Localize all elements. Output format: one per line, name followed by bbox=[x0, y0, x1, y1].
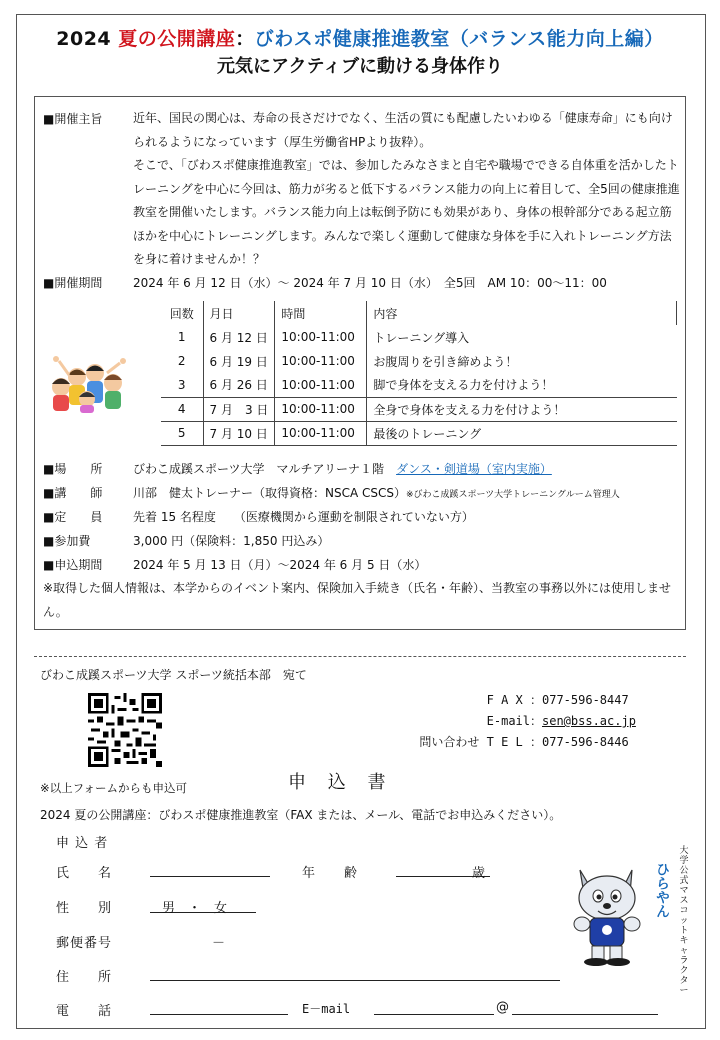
gender-label: 性 別 bbox=[56, 901, 113, 916]
recipient-address: びわこ成蹊スポーツ大学 スポーツ統括本部 宛て bbox=[40, 668, 307, 682]
purpose-p2: そこで、「びわスポ健康推進教室」では、参加したみなさまと自宅や職場でできる自体重を活かしたトレーニングを中心に今回は、筋力が劣ると低下するバランス能力の向上に着目して、全5回の健康推進教室を開催いたします。バランス能力向上は転倒予防にも効果があり、身体の根幹部分である起立筋ほかを中心にトレーニングします。みんなで楽しく運動して健康な身体を手に入れトレーニング方法を身に着けませんか！？ bbox=[133, 158, 680, 266]
schedule-cell: 4 bbox=[161, 397, 203, 421]
schedule-cell: 7 月 10 日 bbox=[203, 421, 275, 445]
capacity-label: ■定 員 bbox=[43, 510, 103, 524]
mascot-illustration bbox=[562, 856, 674, 968]
schedule-cell: 10:00-11:00 bbox=[275, 421, 367, 445]
schedule-header-content: 内容 bbox=[367, 301, 677, 325]
table-row bbox=[161, 373, 677, 397]
schedule-cell: 最後のトレーニング bbox=[367, 421, 677, 445]
tel-label: 問い合わせ T E L ： bbox=[419, 735, 542, 749]
email-link[interactable]: sen@bss.ac.jp bbox=[542, 714, 636, 728]
instructor-value bbox=[133, 481, 620, 507]
page-title bbox=[0, 24, 720, 51]
name-label: 氏 名 bbox=[56, 866, 113, 881]
tel-number: 077-596-8446 bbox=[542, 735, 629, 749]
apply-period-value: 2024 年 5 月 13 日（月）～2024 年 6 月 5 日（水） bbox=[133, 558, 427, 572]
qr-note: ※以上フォームからも申込可 bbox=[40, 781, 188, 795]
schedule-cell: 6 月 26 日 bbox=[203, 373, 275, 397]
capacity-value: 先着 15 名程度 （医療機関から運動を制限されていない方） bbox=[133, 510, 474, 524]
table-row bbox=[161, 421, 677, 445]
children-illustration bbox=[47, 347, 129, 413]
age-unit: 歳 bbox=[472, 866, 486, 881]
table-row bbox=[161, 349, 677, 373]
form-lead: 2024 夏の公開講座：びわスポ健康推進教室（FAX または、メール、電話でお申込みください）。 bbox=[40, 808, 562, 822]
schedule-table bbox=[161, 301, 677, 446]
applicant-label: 申 込 者 bbox=[56, 836, 109, 851]
email-label: E-mail： bbox=[486, 714, 542, 728]
form-title: 申 込 書 bbox=[288, 772, 394, 793]
venue-label: ■場 所 bbox=[43, 462, 103, 476]
privacy-note: ※取得した個人情報は、本学からのイベント案内、保険加入手続き（氏名・年齢）、当教室の事務以外には使用しません。 bbox=[43, 581, 672, 619]
instructor-note: ※びわこ成蹊スポーツ大学トレーニングルーム管理人 bbox=[406, 490, 620, 500]
title-course: びわスポ健康推進教室（バランス能力向上編） bbox=[254, 28, 664, 50]
fee-value: 3,000 円（保険料：1,850 円込み） bbox=[133, 534, 330, 548]
title-year: 2024 bbox=[56, 28, 112, 50]
postal-label: 郵便番号 bbox=[56, 936, 113, 951]
fee-label: ■参加費 bbox=[43, 534, 91, 548]
table-row bbox=[161, 325, 677, 349]
title-series: 夏の公開講座 bbox=[118, 28, 236, 50]
schedule-cell: 7 月 3 日 bbox=[203, 397, 275, 421]
apply-period-label: ■申込期間 bbox=[43, 558, 103, 572]
schedule-cell: 3 bbox=[161, 373, 203, 397]
schedule-cell: 2 bbox=[177, 354, 186, 368]
schedule-cell: 全身で身体を支える力を付けよう！ bbox=[367, 397, 677, 421]
schedule-header-date: 月日 bbox=[203, 301, 275, 325]
page-subtitle: 元気にアクティブに動ける身体作り bbox=[216, 56, 504, 77]
mascot-name: ひらやん bbox=[654, 862, 670, 918]
email-form-label: E－mail bbox=[302, 1002, 351, 1016]
schedule-cell: 10:00-11:00 bbox=[275, 397, 367, 421]
email-domain-field[interactable] bbox=[512, 1014, 658, 1015]
mascot-caption: 大学公式マスコットキャラクター bbox=[679, 846, 689, 996]
schedule-header-count: 回数 bbox=[169, 306, 194, 321]
title-colon: ： bbox=[235, 28, 255, 50]
qr-code-icon[interactable] bbox=[88, 693, 162, 767]
age-label: 年 齢 bbox=[302, 866, 359, 881]
phone-label: 電 話 bbox=[56, 1004, 113, 1019]
schedule-cell: 10:00-11:00 bbox=[275, 325, 367, 349]
purpose-label: ■開催主旨 bbox=[43, 112, 103, 126]
venue-link[interactable]: ダンス・剣道場（室内実施） bbox=[396, 462, 552, 476]
instructor-text: 川部 健太トレーナー（取得資格：NSCA CSCS） bbox=[133, 486, 406, 500]
email-at: @ bbox=[496, 1000, 509, 1015]
address-label: 住 所 bbox=[56, 970, 113, 985]
schedule-cell: 10:00-11:00 bbox=[275, 373, 367, 397]
instructor-label: ■講 師 bbox=[43, 486, 103, 500]
purpose-p1: 近年、国民の関心は、寿命の長さだけでなく、生活の質にも配慮したいわゆる「健康寿命」にも向けられるようになっています（厚生労働省HPより抜粋）。 bbox=[133, 111, 673, 149]
schedule-cell: トレーニング導入 bbox=[373, 330, 470, 345]
schedule-cell: 1 bbox=[177, 330, 186, 344]
gender-options[interactable]: 男 ・ 女 bbox=[162, 901, 228, 916]
fax-number: 077-596-8447 bbox=[542, 693, 629, 707]
contact-block bbox=[414, 690, 636, 753]
postal-dash[interactable]: － bbox=[212, 936, 226, 951]
schedule-cell: 10:00-11:00 bbox=[275, 349, 367, 373]
period-label: ■開催期間 bbox=[43, 276, 103, 290]
schedule-cell: 6 月 12 日 bbox=[203, 325, 275, 349]
table-row bbox=[161, 397, 677, 421]
schedule-cell: お腹周りを引き締めよう！ bbox=[373, 354, 518, 369]
info-box bbox=[34, 96, 686, 630]
phone-field[interactable] bbox=[150, 1014, 288, 1015]
schedule-header-time: 時間 bbox=[275, 301, 367, 325]
cut-line bbox=[34, 656, 686, 657]
schedule-cell: 6 月 19 日 bbox=[203, 349, 275, 373]
venue-value bbox=[133, 457, 552, 481]
fax-label: F A X ： bbox=[486, 693, 542, 707]
name-field[interactable] bbox=[150, 876, 270, 877]
venue-text: びわこ成蹊スポーツ大学 マルチアリーナ１階 bbox=[133, 462, 385, 476]
address-field[interactable] bbox=[150, 980, 560, 981]
email-local-field[interactable] bbox=[374, 1014, 494, 1015]
schedule-cell: 脚で身体を支える力を付けよう！ bbox=[367, 373, 677, 397]
period-value: 2024 年 6 月 12 日（水）～ 2024 年 7 月 10 日（水） 全5回 AM 10：00～11：00 bbox=[133, 276, 607, 290]
schedule-cell: 5 bbox=[161, 421, 203, 445]
